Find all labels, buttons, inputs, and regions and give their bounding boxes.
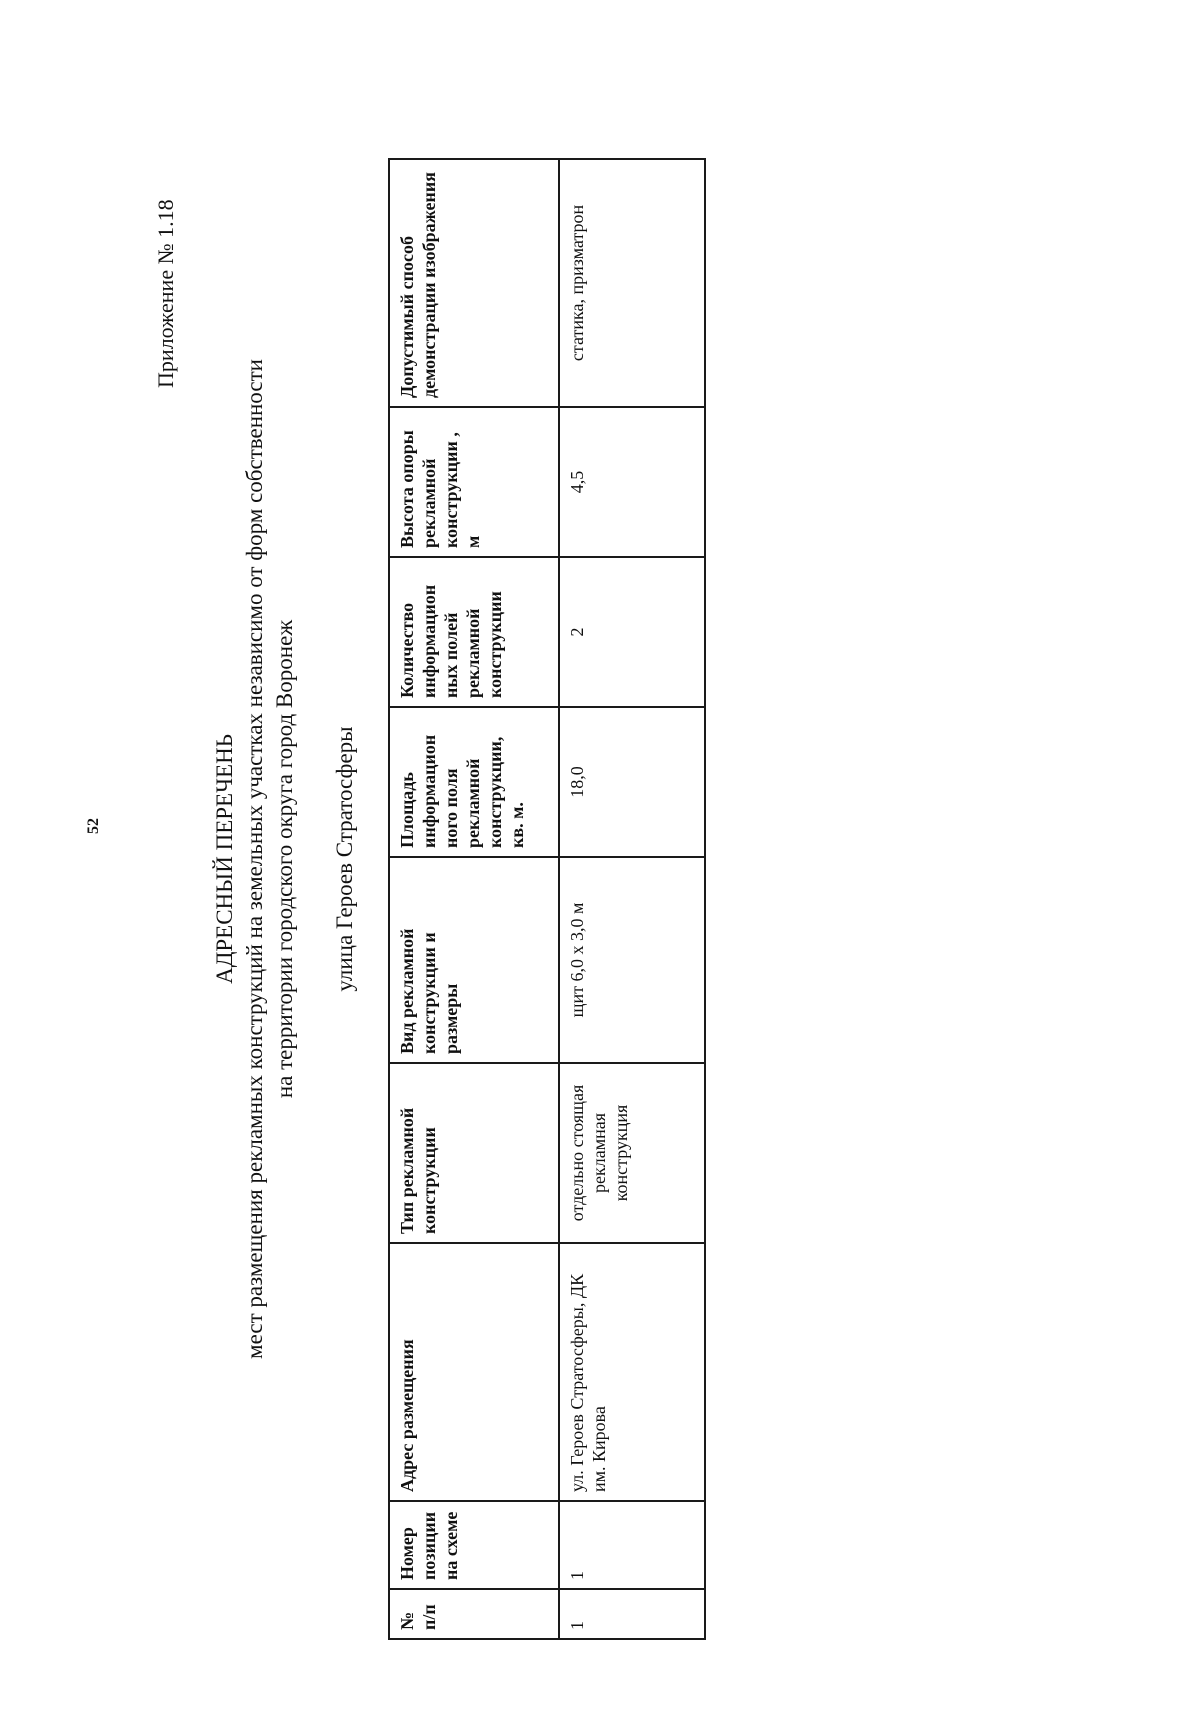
table-row [559,159,705,1639]
table-header-row [389,159,559,1639]
page-number: 52 [85,818,102,834]
cell-address: ул. Героев Стратосферы, ДК им. Кирова [559,1243,705,1501]
document-subtitle-city: на территории городского округа город Воронеж [272,619,297,1099]
cell-area: 18,0 [559,707,705,857]
header-kind: Вид рекламной конструкции и размеры [389,857,559,1063]
header-num: № п/п [389,1589,559,1639]
cell-position: 1 [559,1501,705,1589]
cell-kind: щит 6,0 х 3,0 м [559,857,705,1063]
header-height: Высота опоры рекламной конструкции , м [389,407,559,557]
street-name: улица Героев Стратосферы [332,726,357,992]
document-subtitle: мест размещения рекламных конструкций на земельных участках независимо от форм собственности [242,359,267,1359]
header-fields: Количество информацион ных полей рекламной конструкции [389,557,559,707]
cell-num: 1 [559,1589,705,1639]
cell-display: статика, призматрон [559,159,705,407]
appendix-label: Приложение № 1.18 [153,199,178,388]
address-table [388,158,706,1640]
cell-height: 4,5 [559,407,705,557]
header-address: Адрес размещения [389,1243,559,1501]
cell-type: отдельно стоящая рекламная конструкция [559,1063,705,1243]
header-position: Номер позиции на схеме [389,1501,559,1589]
document-title: АДРЕСНЫЙ ПЕРЕЧЕНЬ [212,734,237,984]
header-display: Допустимый способ демонстрации изображения [389,159,559,407]
header-type: Тип рекламной конструкции [389,1063,559,1243]
cell-fields: 2 [559,557,705,707]
header-area: Площадь информацион ного поля рекламной конструкции, кв. м. [389,707,559,857]
